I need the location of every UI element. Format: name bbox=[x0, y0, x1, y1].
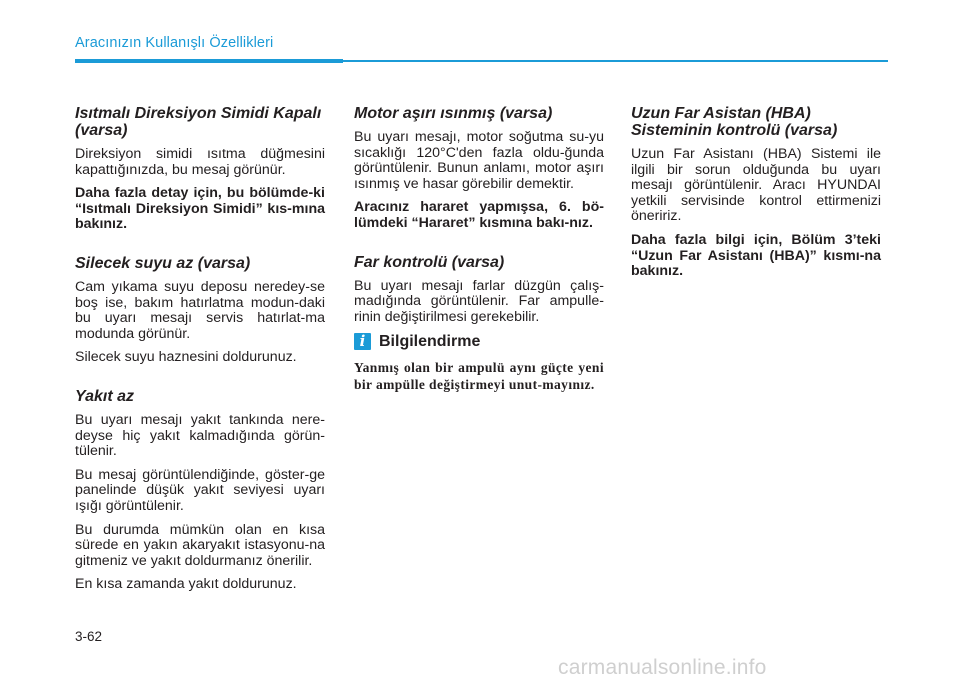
low-fuel-text-1: Bu uyarı mesajı yakıt tankında nere-deyse hiç yakıt kalmadığında görün-tülenir. bbox=[75, 411, 325, 460]
hba-heading: Uzun Far Asistan (HBA) Sisteminin kontrolü (varsa) bbox=[631, 105, 838, 139]
heated-steering-heading: Isıtmalı Direksiyon Simidi Kapalı (varsa) bbox=[75, 105, 322, 139]
engine-overheat-reference: Aracınız hararet yapmışsa, 6. bö-lümdeki “Hararet” kısmına bakı-nız. bbox=[354, 199, 604, 231]
watermark: carmanualsonline.info bbox=[558, 656, 767, 679]
washer-fluid-action: Silecek suyu haznesini doldurunuz. bbox=[75, 349, 297, 366]
page-number: 3-62 bbox=[75, 629, 103, 644]
heated-steering-text: Direksiyon simidi ısıtma düğmesini kapattığınızda, bu mesaj görünür. bbox=[75, 146, 325, 178]
low-fuel-text-2: Bu mesaj görüntülendiğinde, göster-ge panelinde düşük yakıt seviyesi uyarı ışığı görüntülenir. bbox=[75, 466, 325, 514]
info-icon: i bbox=[354, 333, 371, 350]
low-fuel-text-4: En kısa zamanda yakıt doldurunuz. bbox=[75, 576, 297, 593]
hba-text: Uzun Far Asistanı (HBA) Sistemi ile ilgili bir sorun olduğunda bu uyarı mesajı görüntülenir. Aracı HYUNDAI yetkili servisinde kontrol ettirmenizi öneririz. bbox=[631, 146, 881, 225]
hba-reference: Daha fazla bilgi için, Bölüm 3’teki “Uzun Far Asistanı (HBA)” kısmı-na bakınız. bbox=[631, 231, 881, 280]
header-rule-strong bbox=[75, 59, 343, 63]
column-right bbox=[631, 105, 881, 288]
info-box-header bbox=[354, 333, 604, 350]
washer-fluid-heading: Silecek suyu az (varsa) bbox=[75, 254, 251, 272]
engine-overheat-heading: Motor aşırı ısınmış (varsa) bbox=[354, 105, 553, 122]
washer-fluid-text: Cam yıkama suyu deposu neredey-se boş ise, bakım hatırlatma modun-daki bu uyarı mesajı servis hatırlat-ma modunda görünür. bbox=[75, 278, 325, 342]
column-middle bbox=[354, 105, 604, 393]
header-title: Aracınızın Kullanışlı Özellikleri bbox=[75, 35, 274, 51]
lamp-check-heading: Far kontrolü (varsa) bbox=[354, 253, 505, 271]
engine-overheat-text: Bu uyarı mesajı, motor soğutma su-yu sıcaklığı 120°C'den fazla oldu-ğunda görüntülenir. Bunun anlamı, motor aşırı ısınmış ve hasar görebilir demektir. bbox=[354, 129, 604, 192]
info-title: Bilgilendirme bbox=[379, 333, 481, 351]
lamp-check-text: Bu uyarı mesajı farlar düzgün çalış-madığında görüntülenir. Far ampulle-rinin değiştirilmesi gerekebilir. bbox=[354, 277, 604, 325]
header-rule-thin bbox=[343, 60, 888, 62]
low-fuel-heading: Yakıt az bbox=[75, 387, 134, 405]
info-text: Yanmış olan bir ampulü aynı güçte yeni bir ampülle değiştirmeyi unut-mayınız. bbox=[354, 360, 604, 393]
column-left bbox=[75, 105, 325, 601]
low-fuel-text-3: Bu durumda mümkün olan en kısa sürede en yakın akaryakıt istasyonu-na gitmeniz ve yakıt doldurmanız önerilir. bbox=[75, 521, 325, 569]
heated-steering-reference: Daha fazla detay için, bu bölümde-ki “Isıtmalı Direksiyon Simidi” kıs-mına bakınız. bbox=[75, 185, 325, 233]
